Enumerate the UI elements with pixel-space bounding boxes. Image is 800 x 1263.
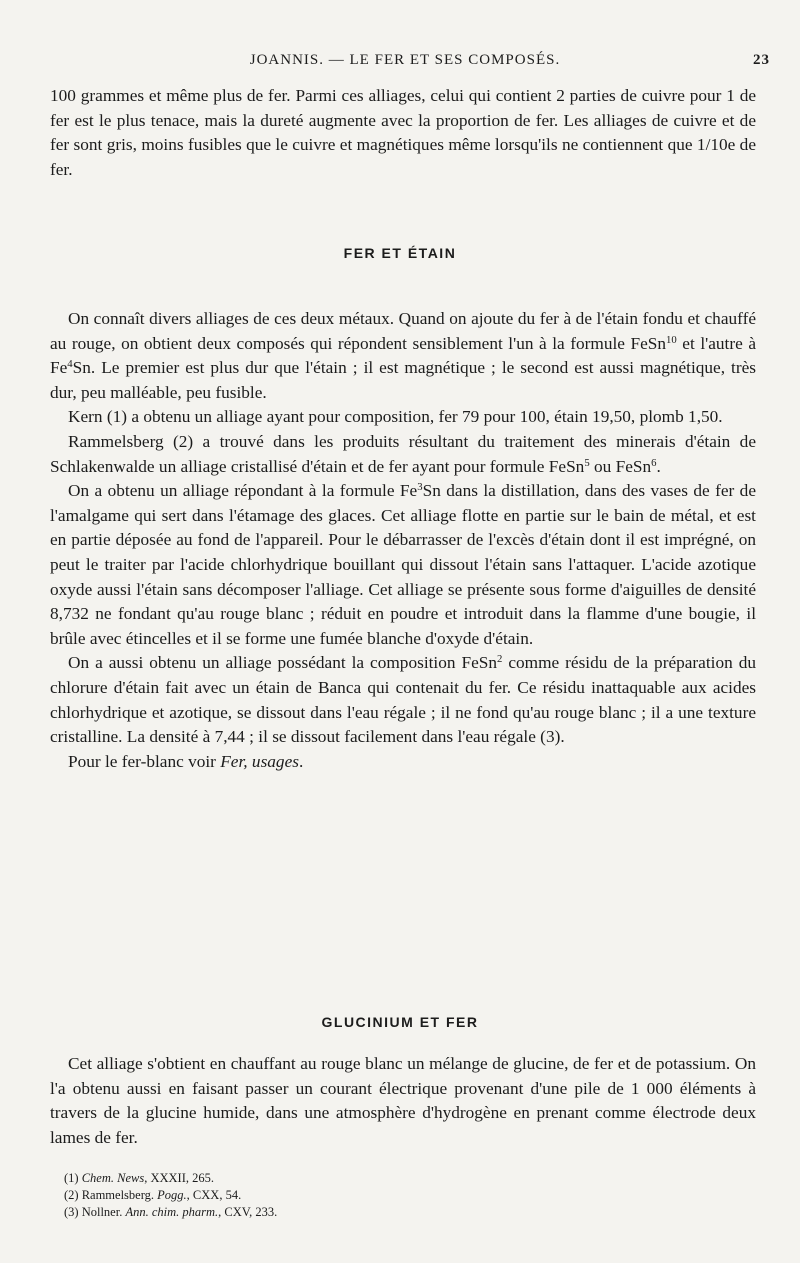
paragraph-tin-1: On connaît divers alliages de ces deux métaux. Quand on ajoute du fer à de l'étain fondu et chauffé au rouge, on obtient deux composés qui répondent sensiblement l'un à la formule FeSn$^{10}$ et l'autre à Fe$^4$Sn. Le premier est plus dur que l'étain ; il est magnétique ; le second est aussi magnétique, très dur, peu malléable, peu fusible. <box>50 309 756 402</box>
section-heading-fer-etain: FER ET ÉTAIN <box>343 245 457 261</box>
paragraph-tin-3: Rammelsberg (2) a trouvé dans les produits résultant du traitement des minerais d'étain de Schlakenwalde un alliage cristallisé d'étain et de fer ayant pour formule FeSn$^5$ ou FeSn$^6$. <box>50 431 756 476</box>
paragraph-tin-5: On a aussi obtenu un alliage possédant la composition FeSn$^2$ comme résidu de la préparation du chlorure d'étain fait avec un étain de Banca qui contenait du fer. Ce résidu inattaquable aux acides chlorhydrique et azotique, se dissout dans l'eau régale ; il ne fond qu'au rouge blanc ; il a une texture cristalline. La densité à 7,44 ; il se dissout facilement dans l'eau régale (3). <box>50 653 756 747</box>
paragraph-tin-4: On a obtenu un alliage répondant à la formule Fe$^3$Sn dans la distillation, dans des vases de fer de l'amalgame qui sert dans l'étamage des glaces. Cet alliage flotte en partie sur le bain de métal, et est en partie déposée au fond de l'appareil. Pour le débarrasser de l'excès d'étain dont il est imprégné, on peut le traiter par l'acide chlorhydrique bouillant qui dissout l'étain sans l'attaquer. L'acide azotique oxyde aussi l'étain sans décomposer l'alliage. Cet alliage se présente sous forme d'aiguilles de densité 8,732 ne fondant qu'au rouge blanc ; réduit en poudre et introduit dans la flamme d'une bougie, il brûle avec étincelles et il se forme une fumée blanche d'oxyde d'étain. <box>50 481 756 648</box>
paragraph-tin-2: Kern (1) a obtenu un alliage ayant pour composition, fer 79 pour 100, étain 19,50, plomb 1,50. <box>68 407 723 427</box>
footnote-1: (1) Chem. News, XXXII, 265. <box>64 1171 214 1185</box>
paragraph-tin-6: Pour le fer-blanc voir Fer, usages. <box>68 751 304 771</box>
footnotes <box>64 1170 744 1221</box>
section-heading-glucinium-fer: GLUCINIUM ET FER <box>321 1014 479 1030</box>
running-head <box>60 52 770 74</box>
page-number: 23 <box>753 52 770 68</box>
paragraph-glucinium-1: Cet alliage s'obtient en chauffant au rouge blanc un mélange de glucine, de fer et de potassium. On l'a obtenu aussi en faisant passer un courant électrique provenant d'une pile de 1 000 éléments à travers de la glucine humide, dans une atmosphère d'hydrogène en prenant comme électrode deux lames de fer. <box>50 1054 756 1147</box>
intro-paragraph: 100 grammes et même plus de fer. Parmi ces alliages, celui qui contient 2 parties de cuivre pour 1 de fer est le plus tenace, mais la dureté augmente avec la proportion de fer. Les alliages de cuivre et de fer sont gris, moins fusibles que le cuivre et magnétiques même lorsqu'ils ne contiennent que 1/10e de fer. <box>50 86 756 179</box>
intro-block <box>50 84 756 182</box>
running-title: JOANNIS. — LE FER ET SES COMPOSÉS. <box>249 52 561 68</box>
section-body-fer-etain <box>50 307 756 774</box>
section-body-glucinium-fer <box>50 1052 756 1150</box>
footnote-2: (2) Rammelsberg. Pogg., CXX, 54. <box>64 1188 242 1202</box>
footnote-3: (3) Nollner. Ann. chim. pharm., CXV, 233. <box>64 1205 278 1219</box>
